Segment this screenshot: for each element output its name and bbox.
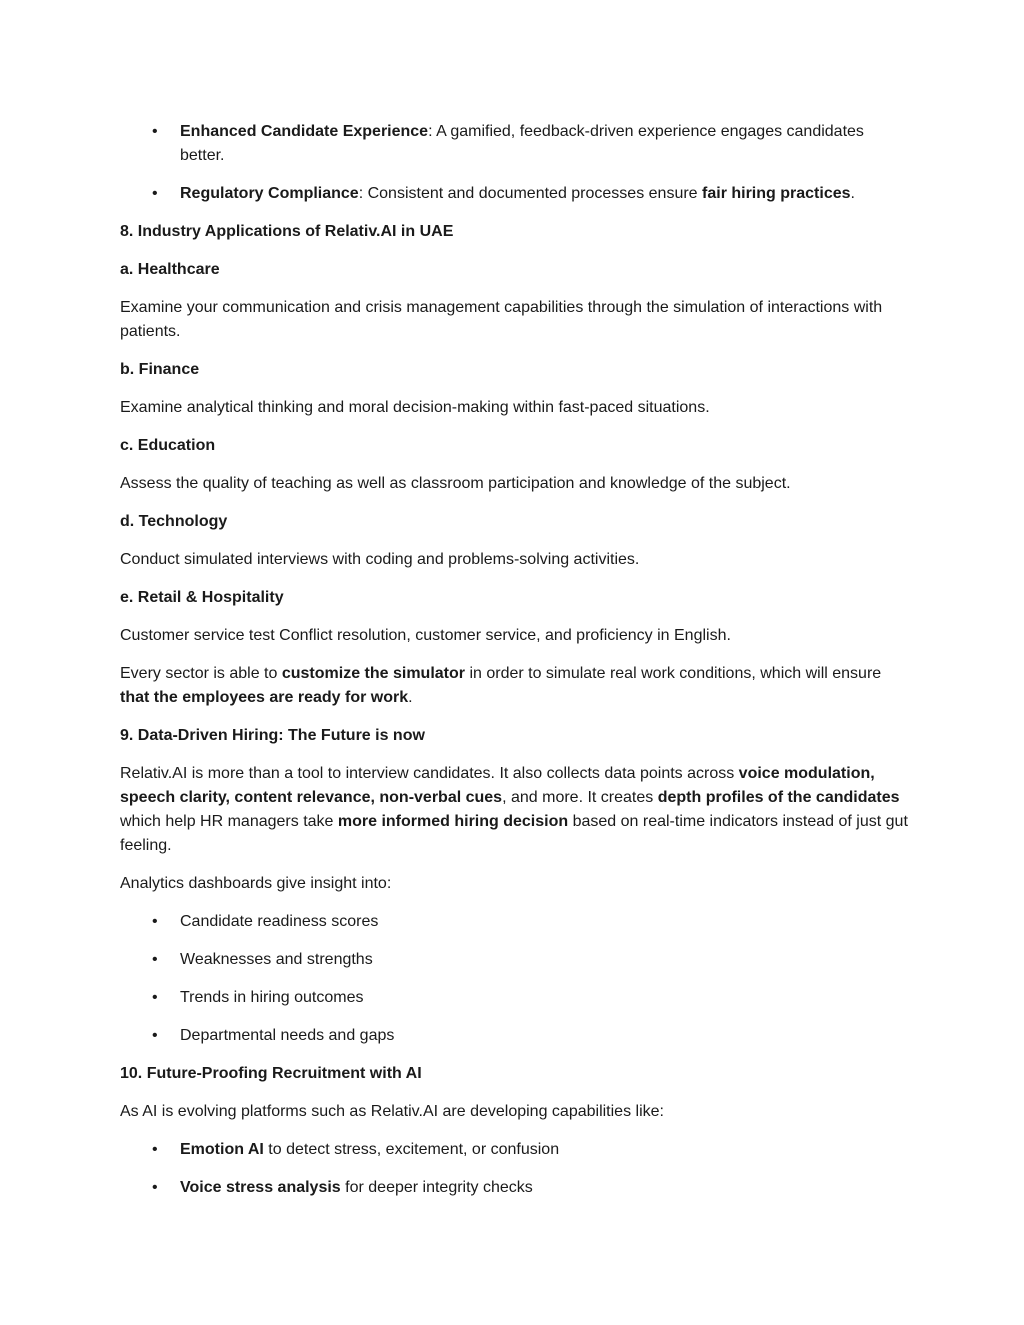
list-item: • Trends in hiring outcomes — [120, 986, 910, 1010]
paragraph-sector-summary: Every sector is able to customize the simulator in order to simulate real work conditions, which will ensure that the employees are ready for work. — [120, 665, 882, 706]
paragraph-technology: Conduct simulated interviews with coding and problems-solving activities. — [120, 551, 640, 568]
subheading-education: c. Education — [120, 437, 216, 454]
analytics-list — [120, 910, 910, 1048]
paragraph-healthcare: Examine your communication and crisis management capabilities through the simulation of interactions with patients. — [120, 299, 883, 340]
paragraph-education: Assess the quality of teaching as well as classroom participation and knowledge of the subject. — [120, 475, 791, 492]
subheading-retail: e. Retail & Hospitality — [120, 589, 284, 606]
subheading-healthcare: a. Healthcare — [120, 261, 220, 278]
list-item: • Enhanced Candidate Experience: A gamified, feedback-driven experience engages candidates better. — [120, 120, 910, 168]
list-item: • Weaknesses and strengths — [120, 948, 910, 972]
document-page — [120, 120, 910, 1214]
capabilities-list — [120, 1138, 910, 1200]
section-9-heading: 9. Data-Driven Hiring: The Future is now — [120, 727, 425, 744]
list-item: • Candidate readiness scores — [120, 910, 910, 934]
list-item: • Departmental needs and gaps — [120, 1024, 910, 1048]
list-item: • Voice stress analysis for deeper integrity checks — [120, 1176, 910, 1200]
section-10-heading: 10. Future-Proofing Recruitment with AI — [120, 1065, 422, 1082]
list-item: • Regulatory Compliance: Consistent and documented processes ensure fair hiring practices. — [120, 182, 910, 206]
paragraph-data-driven: Relativ.AI is more than a tool to interview candidates. It also collects data points across voice modulation, speech clarity, content relevance, non-verbal cues, and more. It creates depth profiles of the candidates which help HR managers take more informed hiring decision based on real-time indicators instead of just gut feeling. — [120, 765, 908, 854]
subheading-finance: b. Finance — [120, 361, 200, 378]
paragraph-retail: Customer service test Conflict resolution, customer service, and proficiency in English. — [120, 627, 731, 644]
benefits-list — [120, 120, 910, 206]
paragraph-finance: Examine analytical thinking and moral decision-making within fast-paced situations. — [120, 399, 710, 416]
paragraph-analytics-intro: Analytics dashboards give insight into: — [120, 875, 392, 892]
paragraph-future-intro: As AI is evolving platforms such as Relativ.AI are developing capabilities like: — [120, 1103, 664, 1120]
section-8-heading: 8. Industry Applications of Relativ.AI in UAE — [120, 223, 454, 240]
subheading-technology: d. Technology — [120, 513, 228, 530]
list-item: • Emotion AI to detect stress, excitement, or confusion — [120, 1138, 910, 1162]
